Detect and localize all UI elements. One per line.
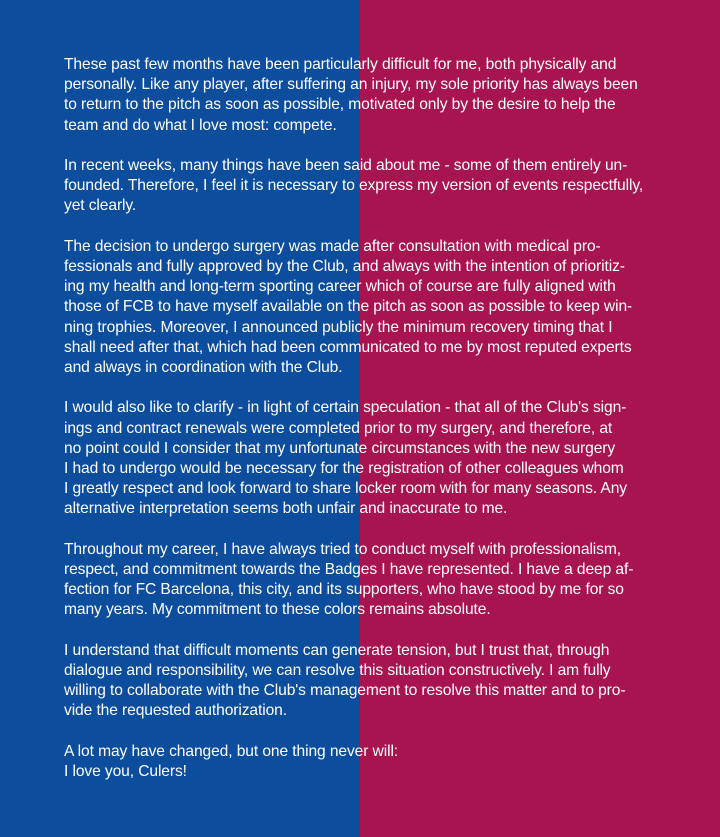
closing-lines: A lot may have changed, but one thing never will: I love you, Culers! (64, 742, 399, 781)
paragraph-2: In recent weeks, many things have been said about me - some of them entirely un- founded. Therefore, I feel it is necessary to express my version of events respectfully, yet clearly. (64, 157, 644, 215)
paragraph-6: I understand that difficult moments can generate tension, but I trust that, through dialogue and responsibility, we can resolve this situation constructively. I am fully willing to collaborate with the Club's management to resolve this matter and to pro- vide the requested authorization. (64, 641, 626, 720)
paragraph-3: The decision to undergo surgery was made after consultation with medical pro- fessionals and fully approved by the Club, and always with the intention of prioritiz- ing my health and long-term sporting career which of course are fully aligned with those of FCB to have myself available on the pitch as soon as possible to keep win- ning trophies. Moreover, I announced publicly the minimum recovery timing that I shall need after that, which had been communicated to me by most reputed experts and always in coordination with the Club. (64, 237, 633, 377)
paragraph-5: Throughout my career, I have always tried to conduct myself with professionalism, respect, and commitment towards the Badges I have represented. I have a deep af- fection for FC Barcelona, this city, and its supporters, who have stood by me for so many years. My commitment to these colors remains absolute. (64, 540, 634, 619)
paragraph-4: I would also like to clarify - in light of certain speculation - that all of the Club's sign- ings and contract renewals were completed prior to my surgery, and therefore, at no point could I consider that my unfortunate circumstances with the new surgery I had to undergo would be necessary for the registration of other colleagues whom I greatly respect and look forward to share locker room with for many seasons. Any alternative interpretation seems both unfair and inaccurate to me. (64, 399, 627, 518)
statement-text (64, 55, 674, 782)
paragraph-1: These past few months have been particularly difficult for me, both physically and personally. Like any player, after suffering an injury, my sole priority has always been to return to the pitch as soon as possible, motivated only by the desire to help the team and do what I love most: compete. (64, 56, 638, 134)
